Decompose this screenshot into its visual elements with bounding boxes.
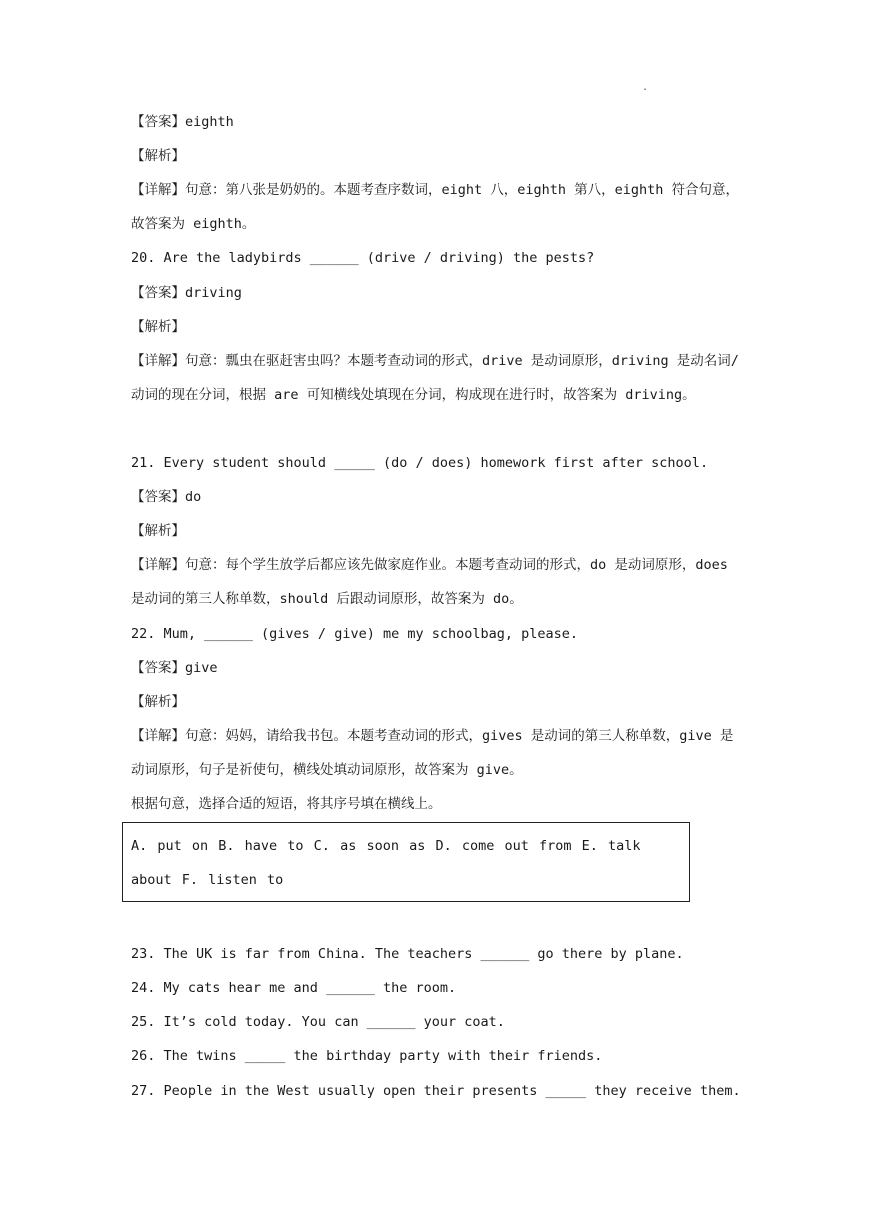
question-25: 25. It’s cold today. You can ______ your coat. xyxy=(131,1014,505,1030)
question-22: 22. Mum, ______ (gives / give) me my schoolbag, please. xyxy=(131,626,579,642)
question-20: 20. Are the ladybirds ______ (drive / driving) the pests? xyxy=(131,250,595,266)
question-27: 27. People in the West usually open their presents _____ they receive them. xyxy=(131,1083,741,1099)
question-23: 23. The UK is far from China. The teachers ______ go there by plane. xyxy=(131,946,684,962)
question-21: 21. Every student should _____ (do / does) homework first after school. xyxy=(131,455,709,471)
answer-19: 【答案】eighth xyxy=(131,114,234,130)
detail-20: 【详解】句意：瓢虫在驱赶害虫吗？本题考查动词的形式，drive 是动词原形，driving 是动名词/动词的现在分词，根据 are 可知横线处填现在分词，构成现在进行时，故答案为 driving。 xyxy=(131,353,739,403)
analysis-19: 【解析】 xyxy=(131,148,185,164)
section-instruction: 根据句意，选择合适的短语，将其序号填在横线上。 xyxy=(131,796,442,812)
page-mark: . xyxy=(642,82,649,93)
answer-20: 【答案】driving xyxy=(131,285,242,301)
detail-21: 【详解】句意：每个学生放学后都应该先做家庭作业。本题考查动词的形式，do 是动词原形，does 是动词的第三人称单数，should 后跟动词原形，故答案为 do。 xyxy=(131,557,728,607)
analysis-21: 【解析】 xyxy=(131,523,185,539)
detail-22: 【详解】句意：妈妈，请给我书包。本题考查动词的形式，gives 是动词的第三人称单数，give 是动词原形，句子是祈使句，横线处填动词原形，故答案为 give。 xyxy=(131,728,734,778)
analysis-22: 【解析】 xyxy=(131,694,185,710)
answer-22: 【答案】give xyxy=(131,660,218,676)
question-24: 24. My cats hear me and ______ the room. xyxy=(131,980,457,996)
detail-19: 【详解】句意：第八张是奶奶的。本题考查序数词，eight 八，eighth 第八，eighth 符合句意，故答案为 eighth。 xyxy=(131,182,740,232)
options-box xyxy=(122,822,690,902)
analysis-20: 【解析】 xyxy=(131,319,185,335)
answer-21: 【答案】do xyxy=(131,489,202,505)
question-26: 26. The twins _____ the birthday party with their friends. xyxy=(131,1048,603,1064)
options-text: A. put on B. have to C. as soon as D. come out from E. talk about F. listen to xyxy=(131,838,641,888)
